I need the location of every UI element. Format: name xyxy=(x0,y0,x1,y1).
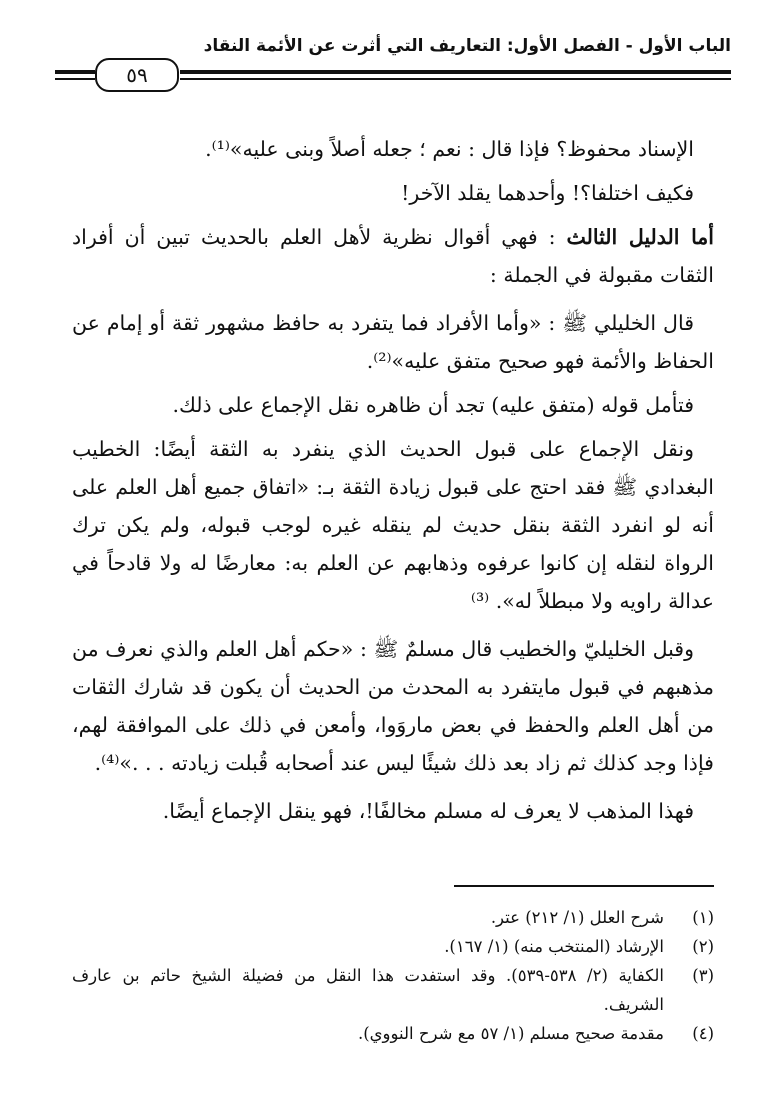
paragraph: فهذا المذهب لا يعرف له مسلم مخالفًا!، فهو ينقل الإجماع أيضًا. xyxy=(162,799,694,823)
header-rule-thin-right xyxy=(180,78,731,80)
header-rule-thin-left xyxy=(55,78,95,80)
paragraph: أما الدليل الثالث : فهي أقوال نظرية لأهل العلم بالحديث تبين أن أفراد الثقات مقبولة في الجملة : xyxy=(72,225,714,287)
paragraph: ونقل الإجماع على قبول الحديث الذي ينفرد به الثقة أيضًا: الخطيب البغدادي ﷺ فقد احتج على قبول زيادة الثقة بـ: «اتفاق جميع أهل العلم على أنه لو انفرد الثقة بنقل حديث لم ينقله غيره لوجب قبوله، ولم يكن ترك الرواة لنقله إن كانوا عرفوه وذهابهم عن العلم به: معارضًا له ولا قادحاً في عدالة راويه ولا مبطلاً له». ⁽³⁾ xyxy=(72,437,714,613)
section-lead: أما الدليل الثالث xyxy=(566,225,714,249)
paragraph: قال الخليلي ﷺ : «وأما الأفراد فما يتفرد به حافظ مشهور ثقة أو إمام عن الحفاظ والأئمة فهو صحيح متفق عليه»⁽²⁾. xyxy=(72,311,714,373)
footnote-text: شرح العلل (١/ ٢١٢) عتر. xyxy=(490,908,664,927)
footnote-number: (٤) xyxy=(692,1024,714,1043)
footnote xyxy=(72,1019,714,1048)
paragraph: فكيف اختلفا؟! وأحدهما يقلد الآخر! xyxy=(401,181,694,205)
footnote xyxy=(72,961,714,1019)
footnote xyxy=(72,932,714,961)
footnote-number: (٢) xyxy=(692,937,714,956)
footnote-text: مقدمة صحيح مسلم (١/ ٥٧ مع شرح النووي). xyxy=(357,1024,664,1043)
running-title: الباب الأول - الفصل الأول: التعاريف التي أثرت عن الأئمة النقاد xyxy=(203,36,731,56)
paragraph: فتأمل قوله (متفق عليه) تجد أن ظاهره نقل الإجماع على ذلك. xyxy=(172,393,694,417)
footnotes xyxy=(72,903,714,1048)
footnote-separator xyxy=(454,885,714,887)
footnote-number: (٣) xyxy=(692,966,714,985)
footnote xyxy=(72,903,714,932)
paragraph: وقبل الخليليّ والخطيب قال مسلمٌ ﷺ : «حكم أهل العلم والذي نعرف من مذهبهم في قبول مايتفرد به المحدث من الحديث أن يكون قد شارك الثقات من أهل العلم والحفظ في بعض ماروَوا، وأمعن في ذلك على الموافقة لهم، فإذا وجد كذلك ثم زاد بعد ذلك شيئًا ليس عند أصحابه قُبلت زيادته . . .»⁽⁴⁾. xyxy=(72,637,714,775)
page-number: ٥٩ xyxy=(95,58,179,92)
paragraph: الإسناد محفوظ؟ فإذا قال : نعم ؛ جعله أصلاً وبنى عليه»⁽¹⁾. xyxy=(205,137,694,161)
header-rule-thick-right xyxy=(180,70,731,74)
header-rule-thick-left xyxy=(55,70,95,74)
footnote-text: الإرشاد (المنتخب منه) (١/ ١٦٧). xyxy=(444,937,664,956)
main-text xyxy=(72,130,714,836)
footnote-text: الكفاية (٢/ ٥٣٨-٥٣٩). وقد استفدت هذا النقل من فضيلة الشيخ حاتم بن عارف الشريف. xyxy=(72,966,664,1014)
footnote-number: (١) xyxy=(692,908,714,927)
